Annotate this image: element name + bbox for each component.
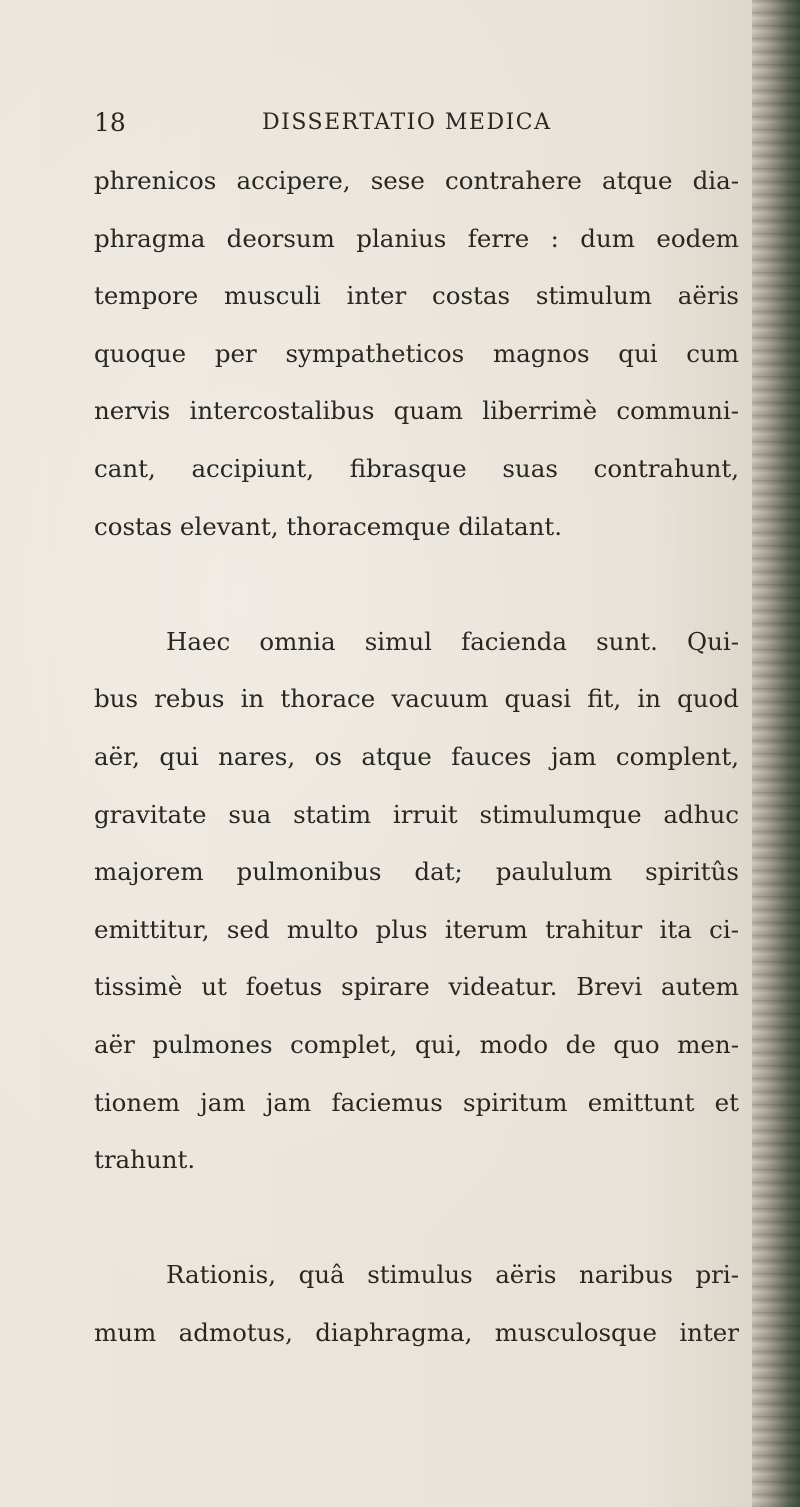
- text-line: gravitate sua statim irruit stimulumque adhuc: [94, 799, 739, 829]
- text-line: nervis intercostalibus quam liberrimè communi-: [94, 396, 739, 426]
- page-header: [94, 108, 754, 148]
- page-number: 18: [94, 108, 126, 137]
- paragraph-gap: [94, 555, 739, 613]
- text-line: Rationis, quâ stimulus aëris naribus pri-: [166, 1260, 739, 1290]
- text-line: phrenicos accipere, sese contrahere atque dia-: [94, 166, 739, 195]
- running-head: DISSERTATIO MEDICA: [262, 110, 552, 135]
- book-binding-edge: [752, 0, 800, 1507]
- text-line: phragma deorsum planius ferre : dum eodem: [94, 223, 739, 253]
- text-line: tissimè ut foetus spirare videatur. Brevi autem: [94, 972, 739, 1002]
- paragraph-1: [94, 152, 739, 555]
- text-line: emittitur, sed multo plus iterum trahitur ita ci-: [94, 914, 739, 944]
- paragraph-2: [94, 613, 739, 1189]
- text-line: majorem pulmonibus dat; paululum spiritûs: [94, 857, 739, 887]
- text-line: costas elevant, thoracemque dilatant.: [94, 511, 563, 541]
- text-line: trahunt.: [94, 1145, 196, 1175]
- text-line: cant, accipiunt, fibrasque suas contrahunt,: [94, 453, 739, 483]
- text-line: Haec omnia simul facienda sunt. Qui-: [166, 626, 739, 656]
- text-line: aër pulmones complet, qui, modo de quo men-: [94, 1029, 739, 1059]
- text-line: aër, qui nares, os atque fauces jam complent,: [94, 741, 739, 771]
- text-line: mum admotus, diaphragma, musculosque inter: [94, 1317, 739, 1347]
- paragraph-gap: [94, 1189, 739, 1247]
- text-line: bus rebus in thorace vacuum quasi fit, in quod: [94, 684, 739, 714]
- paragraph-3: [94, 1246, 739, 1361]
- text-line: tempore musculi inter costas stimulum aëris: [94, 281, 739, 311]
- text-line: tionem jam jam faciemus spiritum emittunt et: [94, 1087, 739, 1117]
- body-text: [94, 152, 739, 1361]
- text-line: quoque per sympatheticos magnos qui cum: [94, 338, 739, 368]
